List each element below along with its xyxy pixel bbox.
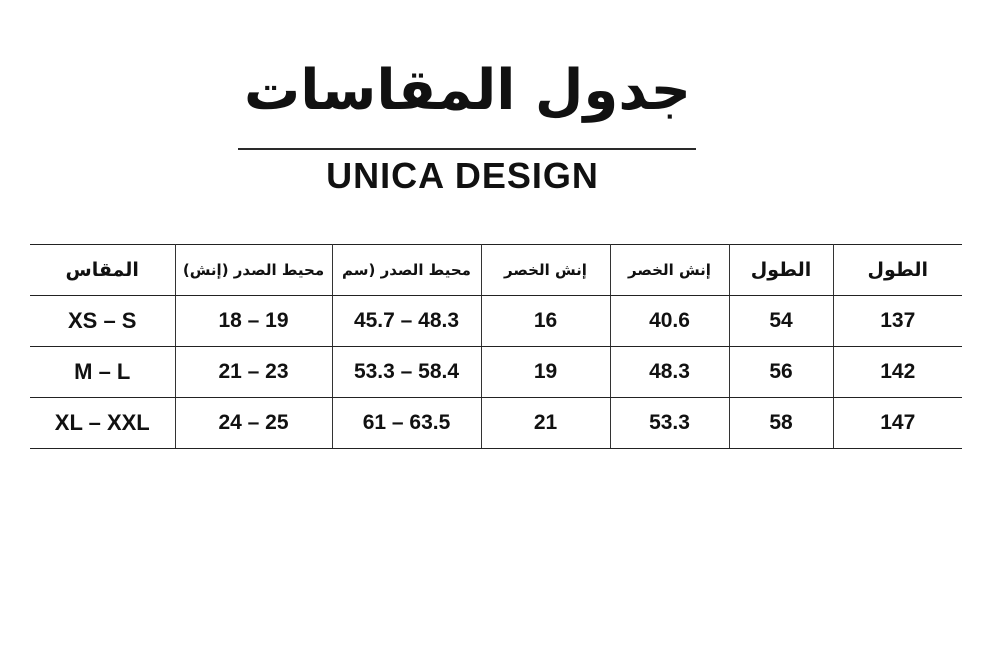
header-length-cm: الطول [833, 245, 962, 296]
length-cm-cell: 142 [833, 347, 962, 398]
chest-cm-cell: 61 – 63.5 [332, 398, 481, 449]
waist-cm-cell: 48.3 [610, 347, 729, 398]
size-cell: M – L [30, 347, 175, 398]
length-inch-cell: 56 [729, 347, 833, 398]
length-inch-cell: 54 [729, 296, 833, 347]
chest-cm-cell: 45.7 – 48.3 [332, 296, 481, 347]
chest-inch-cell: 24 – 25 [175, 398, 332, 449]
table-row [30, 296, 962, 347]
waist-inch-cell: 19 [481, 347, 610, 398]
title-divider [238, 148, 696, 150]
waist-inch-cell: 21 [481, 398, 610, 449]
brand-name: UNICA DESIGN [326, 155, 599, 196]
waist-inch-cell: 16 [481, 296, 610, 347]
header-size: المقاس [30, 245, 175, 296]
length-inch-cell: 58 [729, 398, 833, 449]
header-length-inch: الطول [729, 245, 833, 296]
size-cell: XS – S [30, 296, 175, 347]
page-title: جدول المقاسات [243, 58, 692, 123]
table-header-row [30, 245, 962, 296]
chest-inch-cell: 18 – 19 [175, 296, 332, 347]
waist-cm-cell: 53.3 [610, 398, 729, 449]
chest-cm-cell: 53.3 – 58.4 [332, 347, 481, 398]
length-cm-cell: 147 [833, 398, 962, 449]
size-chart-table [30, 244, 962, 449]
header-chest-inch: محيط الصدر (إنش) [175, 245, 332, 296]
table-row [30, 398, 962, 449]
table-row [30, 347, 962, 398]
header-chest-cm: محيط الصدر (سم [332, 245, 481, 296]
header-waist-inch: إنش الخصر [481, 245, 610, 296]
size-cell: XL – XXL [30, 398, 175, 449]
waist-cm-cell: 40.6 [610, 296, 729, 347]
chest-inch-cell: 21 – 23 [175, 347, 332, 398]
header-waist-cm: إنش الخصر [610, 245, 729, 296]
length-cm-cell: 137 [833, 296, 962, 347]
